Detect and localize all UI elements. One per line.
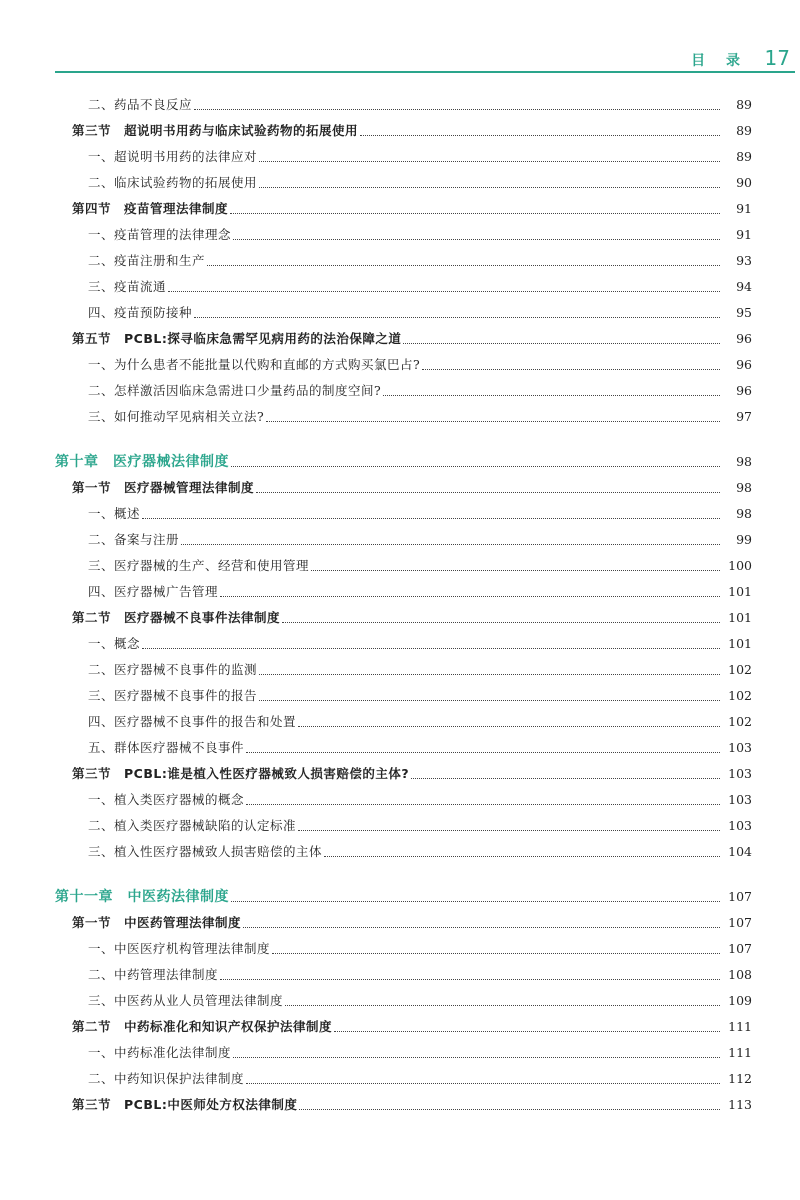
header-title: 目 录 (691, 53, 748, 69)
toc-entry-title: 第二节 医疗器械不良事件法律制度 (72, 610, 281, 625)
toc-entry-page: 104 (728, 844, 752, 859)
dot-leader (231, 466, 720, 467)
dot-leader (282, 622, 720, 623)
toc-entry-page: 101 (728, 584, 752, 599)
toc-section[interactable] (0, 1092, 752, 1118)
dot-leader (230, 213, 720, 214)
toc-entry-page: 89 (736, 123, 752, 138)
toc-entry-page: 103 (728, 792, 752, 807)
dot-leader (259, 700, 720, 701)
toc-entry-page: 108 (728, 967, 752, 982)
toc-entry-title: 三、植入性医疗器械致人损害赔偿的主体 (88, 844, 323, 859)
toc-section[interactable] (0, 910, 752, 936)
toc-entry-page: 102 (728, 662, 752, 677)
toc-entry-page: 107 (728, 941, 752, 956)
toc-item[interactable] (0, 300, 752, 326)
dot-leader (142, 648, 720, 649)
toc-entry-title: 一、概念 (88, 636, 141, 651)
toc-entry-title: 第三节 超说明书用药与临床试验药物的拓展使用 (72, 123, 359, 138)
dot-leader (246, 804, 720, 805)
toc-item[interactable] (0, 839, 752, 865)
toc-item[interactable] (0, 962, 752, 988)
toc-entry-page: 91 (736, 227, 752, 242)
toc-entry-page: 89 (736, 97, 752, 112)
toc-entry-page: 93 (736, 253, 752, 268)
toc-item[interactable] (0, 735, 752, 761)
toc-entry-page: 103 (728, 766, 752, 781)
toc-entry-page: 90 (736, 175, 752, 190)
toc-item[interactable] (0, 936, 752, 962)
toc-entry-page: 102 (728, 714, 752, 729)
toc-item[interactable] (0, 988, 752, 1014)
toc-entry-title: 二、植入类医疗器械缺陷的认定标准 (88, 818, 297, 833)
toc-item[interactable] (0, 787, 752, 813)
dot-leader (298, 830, 720, 831)
toc-item[interactable] (0, 170, 752, 196)
toc-entry-title: 第二节 中药标准化和知识产权保护法律制度 (72, 1019, 333, 1034)
toc-entry-title: 二、临床试验药物的拓展使用 (88, 175, 258, 190)
toc-section[interactable] (0, 326, 752, 352)
dot-leader (259, 187, 720, 188)
toc-item[interactable] (0, 553, 752, 579)
toc-item[interactable] (0, 222, 752, 248)
toc-entry-page: 96 (736, 357, 752, 372)
toc-entry-page: 99 (736, 532, 752, 547)
toc-entry-title: 二、中药管理法律制度 (88, 967, 219, 982)
toc-entry-page: 91 (736, 201, 752, 216)
toc-entry-title: 一、为什么患者不能批量以代购和直邮的方式购买氯巴占? (88, 357, 421, 372)
toc-section[interactable] (0, 475, 752, 501)
toc-item[interactable] (0, 404, 752, 430)
toc-item[interactable] (0, 813, 752, 839)
dot-leader (194, 109, 720, 110)
toc-item[interactable] (0, 1040, 752, 1066)
toc-entry-title: 二、疫苗注册和生产 (88, 253, 206, 268)
dot-leader (299, 1109, 720, 1110)
chapter-gap (0, 430, 800, 449)
toc-entry-title: 第五节 PCBL:探寻临床急需罕见病用药的法治保障之道 (72, 331, 402, 346)
toc-entry-page: 95 (736, 305, 752, 320)
toc-entry-page: 89 (736, 149, 752, 164)
toc-entry-title: 三、中医药从业人员管理法律制度 (88, 993, 284, 1008)
toc-entry-title: 二、药品不良反应 (88, 97, 193, 112)
toc-entry-title: 二、备案与注册 (88, 532, 180, 547)
toc-entry-title: 第十一章 中医药法律制度 (55, 889, 229, 905)
toc-item[interactable] (0, 274, 752, 300)
toc-item[interactable] (0, 683, 752, 709)
dot-leader (298, 726, 720, 727)
dot-leader (181, 544, 720, 545)
toc-entry-page: 112 (728, 1071, 752, 1086)
toc-entry-page: 94 (736, 279, 752, 294)
toc-entry-title: 第四节 疫苗管理法律制度 (72, 201, 229, 216)
dot-leader (256, 492, 720, 493)
dot-leader (243, 927, 720, 928)
toc-entry-title: 第三节 PCBL:中医师处方权法律制度 (72, 1097, 298, 1112)
dot-leader (246, 752, 720, 753)
dot-leader (233, 1057, 720, 1058)
running-header (0, 46, 800, 70)
table-of-contents (0, 92, 800, 1118)
dot-leader (259, 161, 720, 162)
toc-entry-page: 98 (736, 454, 752, 469)
toc-entry-page: 107 (728, 915, 752, 930)
toc-item[interactable] (0, 248, 752, 274)
toc-entry-page: 103 (728, 818, 752, 833)
dot-leader (207, 265, 720, 266)
header-rule (55, 71, 795, 73)
toc-section[interactable] (0, 761, 752, 787)
toc-entry-page: 97 (736, 409, 752, 424)
toc-item[interactable] (0, 579, 752, 605)
toc-entry-title: 二、医疗器械不良事件的监测 (88, 662, 258, 677)
toc-entry-title: 四、医疗器械广告管理 (88, 584, 219, 599)
dot-leader (360, 135, 720, 136)
toc-entry-page: 111 (728, 1019, 752, 1034)
dot-leader (334, 1031, 720, 1032)
dot-leader (220, 979, 720, 980)
toc-entry-title: 一、超说明书用药的法律应对 (88, 149, 258, 164)
toc-entry-page: 109 (728, 993, 752, 1008)
dot-leader (259, 674, 720, 675)
toc-entry-page: 100 (728, 558, 752, 573)
toc-item[interactable] (0, 352, 752, 378)
toc-item[interactable] (0, 92, 752, 118)
toc-entry-title: 四、医疗器械不良事件的报告和处置 (88, 714, 297, 729)
toc-entry-page: 107 (728, 889, 752, 904)
toc-entry-page: 113 (728, 1097, 752, 1112)
toc-entry-title: 一、概述 (88, 506, 141, 521)
toc-entry-page: 111 (728, 1045, 752, 1060)
toc-section[interactable] (0, 605, 752, 631)
dot-leader (194, 317, 720, 318)
toc-entry-title: 一、中医医疗机构管理法律制度 (88, 941, 271, 956)
dot-leader (142, 518, 720, 519)
toc-item[interactable] (0, 527, 752, 553)
dot-leader (403, 343, 720, 344)
toc-entry-title: 一、植入类医疗器械的概念 (88, 792, 245, 807)
dot-leader (233, 239, 720, 240)
toc-entry-title: 五、群体医疗器械不良事件 (88, 740, 245, 755)
dot-leader (311, 570, 720, 571)
dot-leader (231, 901, 720, 902)
toc-entry-page: 96 (736, 383, 752, 398)
toc-entry-page: 102 (728, 688, 752, 703)
toc-item[interactable] (0, 709, 752, 735)
toc-entry-title: 第十章 医疗器械法律制度 (55, 454, 229, 470)
toc-entry-title: 第一节 医疗器械管理法律制度 (72, 480, 255, 495)
toc-section[interactable] (0, 196, 752, 222)
toc-item[interactable] (0, 501, 752, 527)
toc-item[interactable] (0, 378, 752, 404)
header-page-number: 17 (764, 46, 790, 70)
toc-entry-title: 二、中药知识保护法律制度 (88, 1071, 245, 1086)
dot-leader (324, 856, 720, 857)
toc-entry-title: 三、医疗器械不良事件的报告 (88, 688, 258, 703)
toc-entry-page: 101 (728, 610, 752, 625)
toc-entry-title: 三、医疗器械的生产、经营和使用管理 (88, 558, 310, 573)
dot-leader (383, 395, 720, 396)
toc-entry-page: 96 (736, 331, 752, 346)
toc-entry-page: 98 (736, 506, 752, 521)
toc-entry-page: 98 (736, 480, 752, 495)
toc-entry-page: 101 (728, 636, 752, 651)
dot-leader (285, 1005, 720, 1006)
toc-entry-title: 二、怎样激活因临床急需进口少量药品的制度空间? (88, 383, 382, 398)
dot-leader (411, 778, 720, 779)
chapter-gap (0, 865, 800, 884)
toc-entry-title: 四、疫苗预防接种 (88, 305, 193, 320)
toc-chapter[interactable] (0, 449, 752, 475)
dot-leader (422, 369, 720, 370)
dot-leader (266, 421, 720, 422)
toc-entry-title: 一、中药标准化法律制度 (88, 1045, 232, 1060)
dot-leader (220, 596, 720, 597)
toc-item[interactable] (0, 657, 752, 683)
dot-leader (272, 953, 720, 954)
toc-entry-page: 103 (728, 740, 752, 755)
toc-item[interactable] (0, 631, 752, 657)
toc-entry-title: 三、如何推动罕见病相关立法? (88, 409, 265, 424)
toc-entry-title: 第三节 PCBL:谁是植入性医疗器械致人损害赔偿的主体? (72, 766, 410, 781)
toc-section[interactable] (0, 118, 752, 144)
toc-entry-title: 三、疫苗流通 (88, 279, 167, 294)
dot-leader (168, 291, 720, 292)
toc-item[interactable] (0, 144, 752, 170)
toc-item[interactable] (0, 1066, 752, 1092)
toc-entry-title: 一、疫苗管理的法律理念 (88, 227, 232, 242)
dot-leader (246, 1083, 720, 1084)
toc-entry-title: 第一节 中医药管理法律制度 (72, 915, 242, 930)
toc-chapter[interactable] (0, 884, 752, 910)
toc-section[interactable] (0, 1014, 752, 1040)
